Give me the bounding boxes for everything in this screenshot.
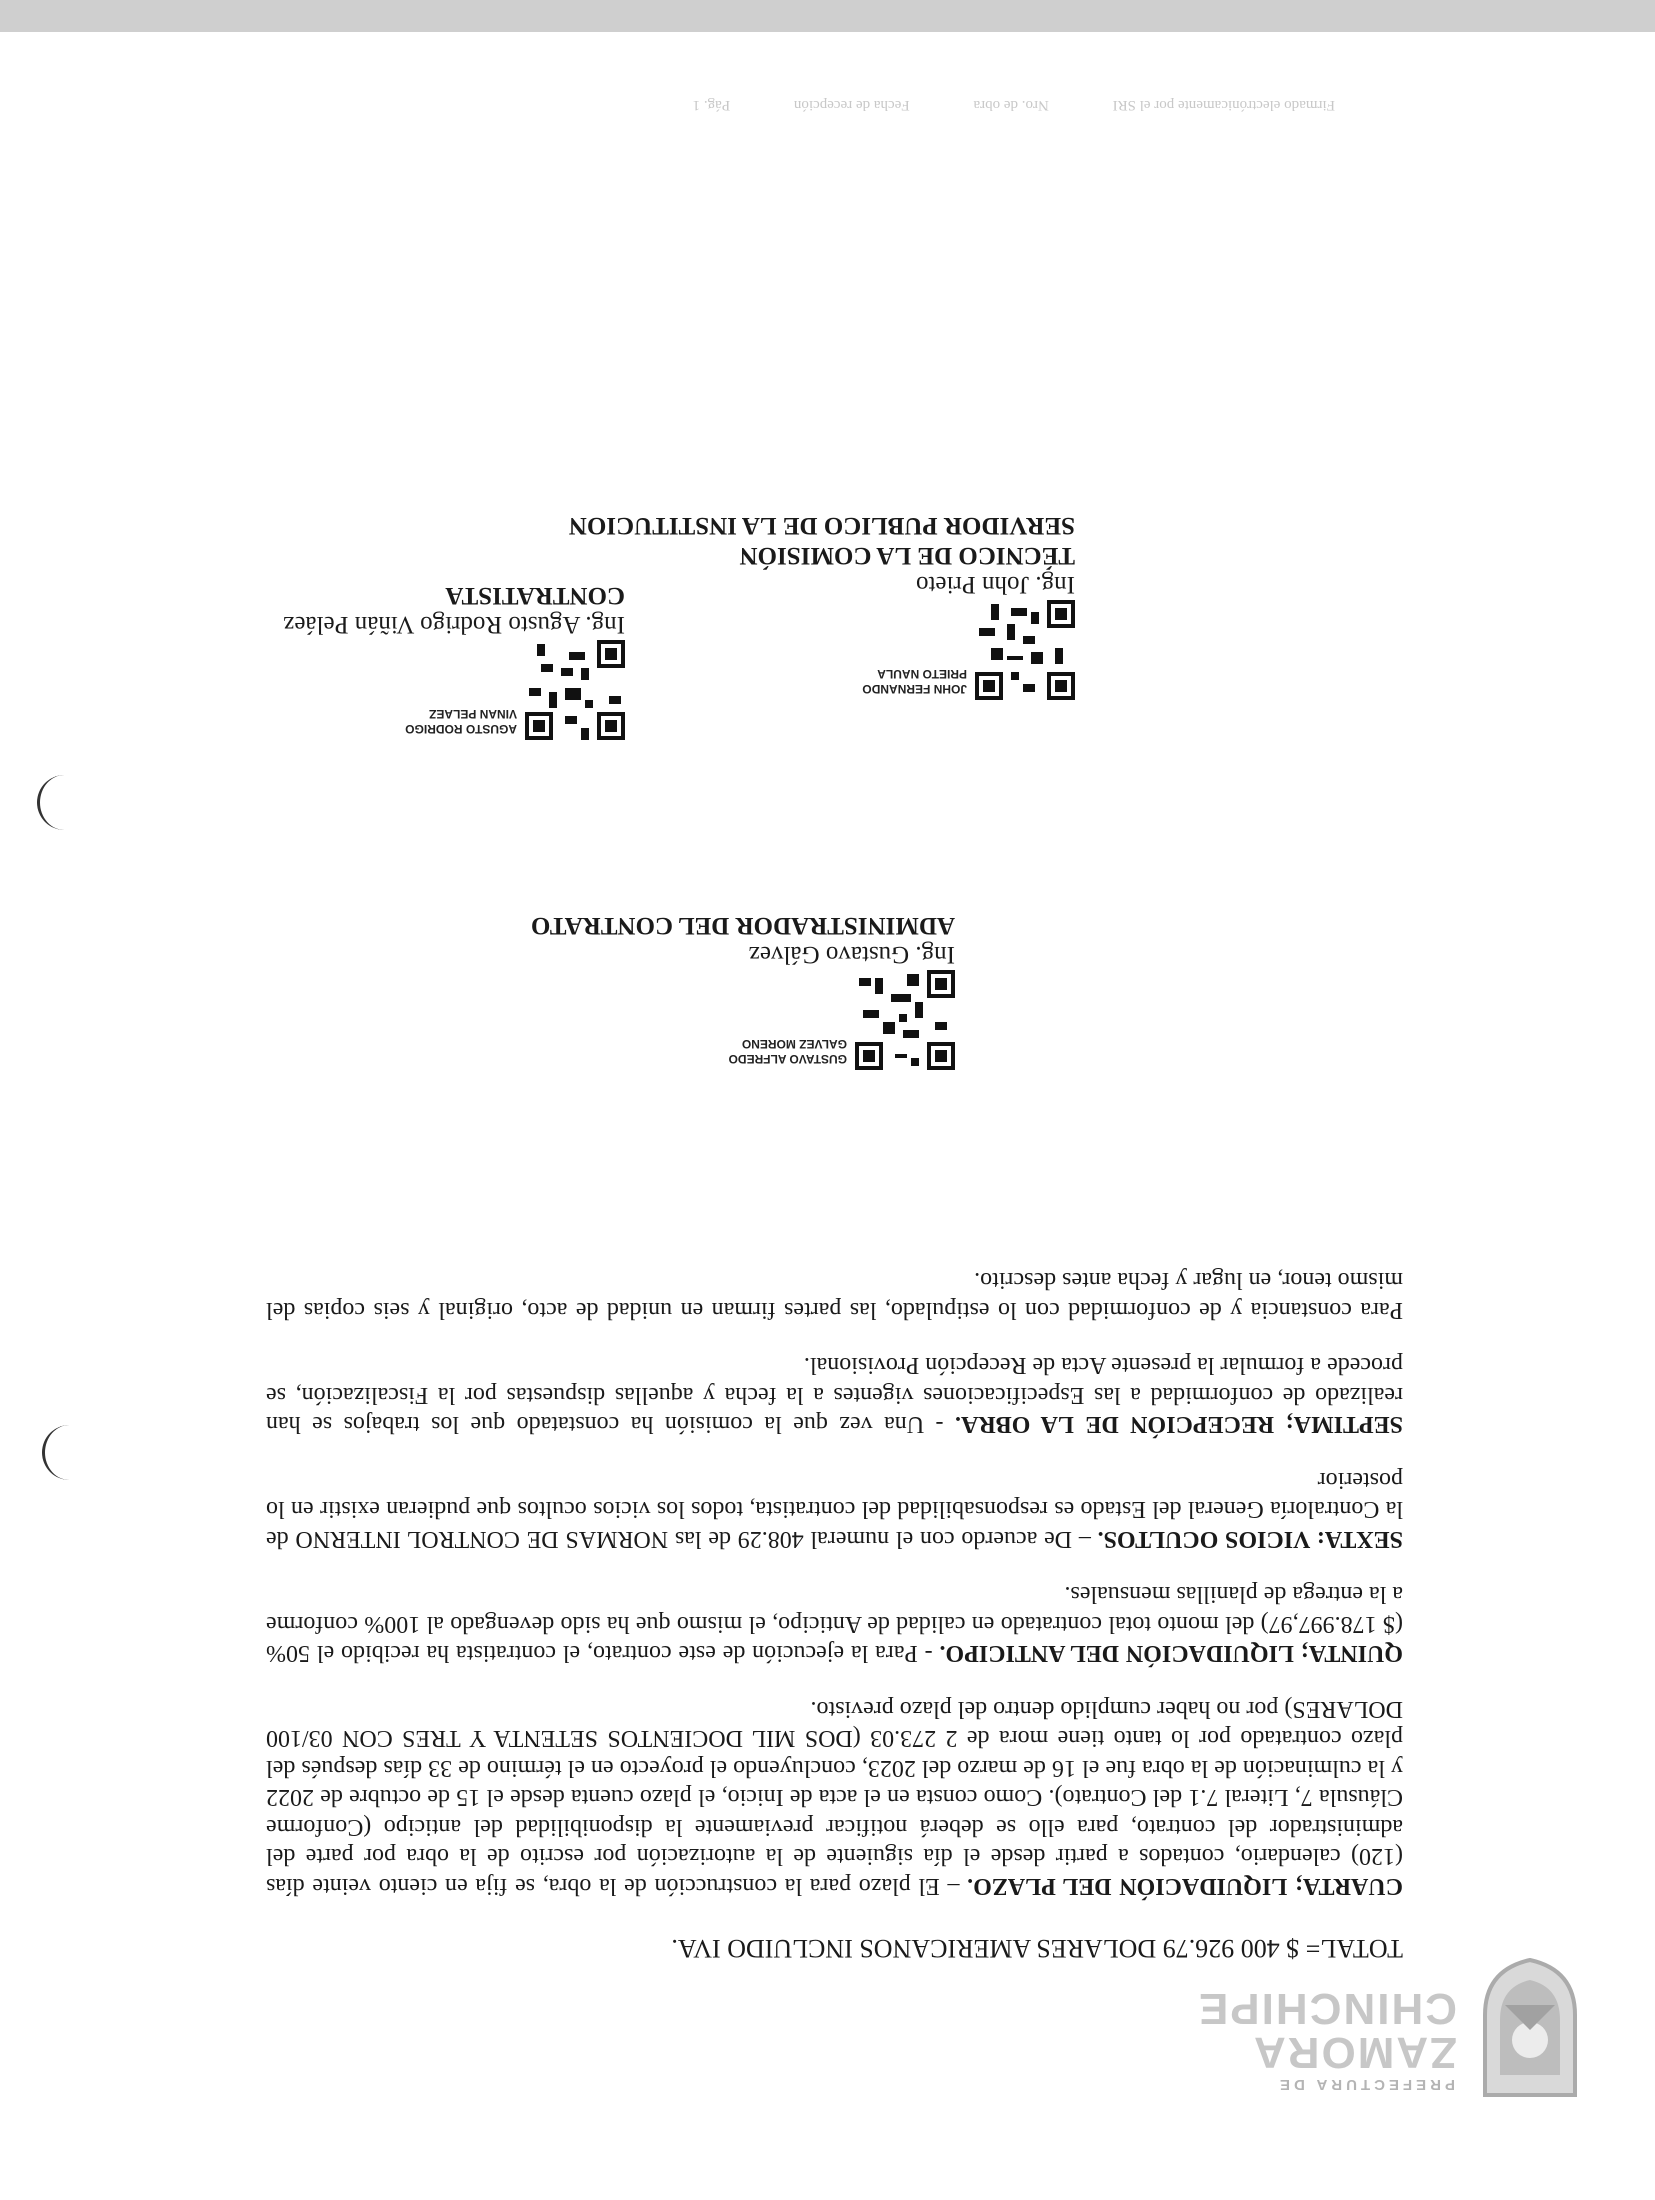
clause-quinta: [266, 1579, 1403, 1668]
qr-code-icon: [855, 970, 955, 1070]
header-text-2: Nro. de obra: [973, 97, 1049, 113]
clause-septima: [266, 1350, 1403, 1439]
signature-contractor: [283, 580, 625, 740]
clause-text: - Una vez que la comisión ha constatado que los trabajos se han realizado de conformidad a las Especificaciones vigentes a la fecha y aquellas dispuestas por la Fiscalización, se procede a formular la presente Acta de Recepción Provisional.: [265, 1352, 1403, 1438]
signer-role: ADMINISTRADOR DEL CONTRATO: [530, 912, 955, 939]
signer-role: TÉCNICO DE LA COMISIÓN: [739, 542, 1075, 569]
clause-text: – El plazo para la construcción de la obra, se fija en ciento veinte días (120) calendario, contados a partir desde el día siguiente de la autorización por escrito de la obra por parte del administrador del contrato, para ello se deberá notificar previamente la disponibilidad del anticipo (Conforme Cláusula 7, Literal 7.1 del Contrato). Como consta en el acta de Inicio, el plazo cuenta desde el 15 de octubre de 2022 y la culminación de la obra fue el 16 de marzo del 2023, concluyendo el proyecto en el término de 33 días después del plazo contratado por lo tanto tiene mora de 2 273.03 (DOS MIL DOCIENTOS SETENTA Y TRES CON 03/100 DOLARES) por no haber cumplido dentro del plazo previsto.: [266, 1696, 1403, 1899]
clause-heading: SEPTIMA; RECEPCIÓN DE LA OBRA.: [955, 1411, 1403, 1438]
closing-paragraph: [266, 1265, 1403, 1324]
qr-signer-name: JOHN FERNANDO: [862, 682, 967, 696]
clause-sexta: [266, 1465, 1403, 1554]
signer-name: Ing. John Prieto: [915, 571, 1075, 598]
scan-edge-strip: [0, 0, 1655, 32]
signer-institution-role: SERVIDOR PUBLICO DE LA INSTITUCION: [568, 512, 1075, 539]
clause-text: – De acuerdo con el numeral 408.29 de las NORMAS DE CONTROL INTERNO de la Contraloría General del Estado es responsabilidad del contratista, todos los vicios ocultos que pudieran existir en lo posterior: [265, 1467, 1403, 1552]
signer-role: CONTRATISTA: [445, 582, 625, 609]
clause-heading: CUARTA; LIQUIDACIÓN DEL PLAZO.: [967, 1873, 1403, 1899]
qr-signer-name: GUSTAVO ALFREDO: [728, 1052, 847, 1066]
binder-hole-mark: [37, 775, 70, 830]
header-text-3: Fecha de recepción: [793, 97, 910, 113]
total-amount: TOTAL= $ 400 926.79 DOLARES AMERICANOS INCLUIDO IVA.: [671, 1934, 1403, 1963]
qr-signer-surname: VINAN PELAEZ: [428, 707, 517, 721]
clause-text: - Para la ejecución de este contrato, el contratista ha recibido el 50% ($ 178.997,97) del monto total contratado en calidad de Anticipo, el mismo que ha sido devengado al 100% conforme a la entrega de planillas mensuales.: [266, 1581, 1403, 1667]
binder-hole-mark: [42, 1425, 75, 1480]
shield-emblem-icon: [1475, 1955, 1585, 2105]
qr-signer-surname: GALVEZ MORENO: [741, 1037, 847, 1051]
logo-word-zamora: ZAMORA: [1251, 2028, 1457, 2077]
qr-signer-name: AGUSTO RODRIGO: [405, 722, 517, 736]
logo-prefix: PREFECTURA DE: [1276, 2076, 1455, 2093]
header-text-4: Pág. 1: [692, 97, 731, 113]
clauses-body: [266, 1239, 1403, 1900]
signer-name: Ing. Gustavo Gálvez: [748, 941, 955, 968]
signature-technician: [569, 510, 1075, 700]
qr-code-icon: [525, 640, 625, 740]
signer-name: Ing. Agusto Rodrigo Viñán Peláez: [283, 611, 625, 638]
qr-signer-surname: PRIETO NAULA: [877, 667, 967, 681]
header-text-1: Firmado electrónicamente por el SRI: [1112, 97, 1335, 113]
clause-heading: SEXTA: VICIOS OCULTOS.: [1097, 1526, 1403, 1552]
clause-heading: QUINTA; LIQUIDACIÓN DEL ANTICIPO.: [939, 1640, 1403, 1667]
prefecture-logo: [1125, 1955, 1585, 2105]
qr-code-icon: [975, 600, 1075, 700]
clause-cuarta: [266, 1694, 1403, 1901]
logo-word-chinchipe: CHINCHIPE: [1196, 1984, 1457, 2033]
signature-admin: [531, 910, 955, 1070]
faint-header-line: [285, 85, 1335, 113]
closing-text: Para constancia y de conformidad con lo estipulado, las partes firman en unidad de acto, original y seis copias del mismo tenor, en lugar y fecha antes descrito.: [266, 1267, 1403, 1323]
